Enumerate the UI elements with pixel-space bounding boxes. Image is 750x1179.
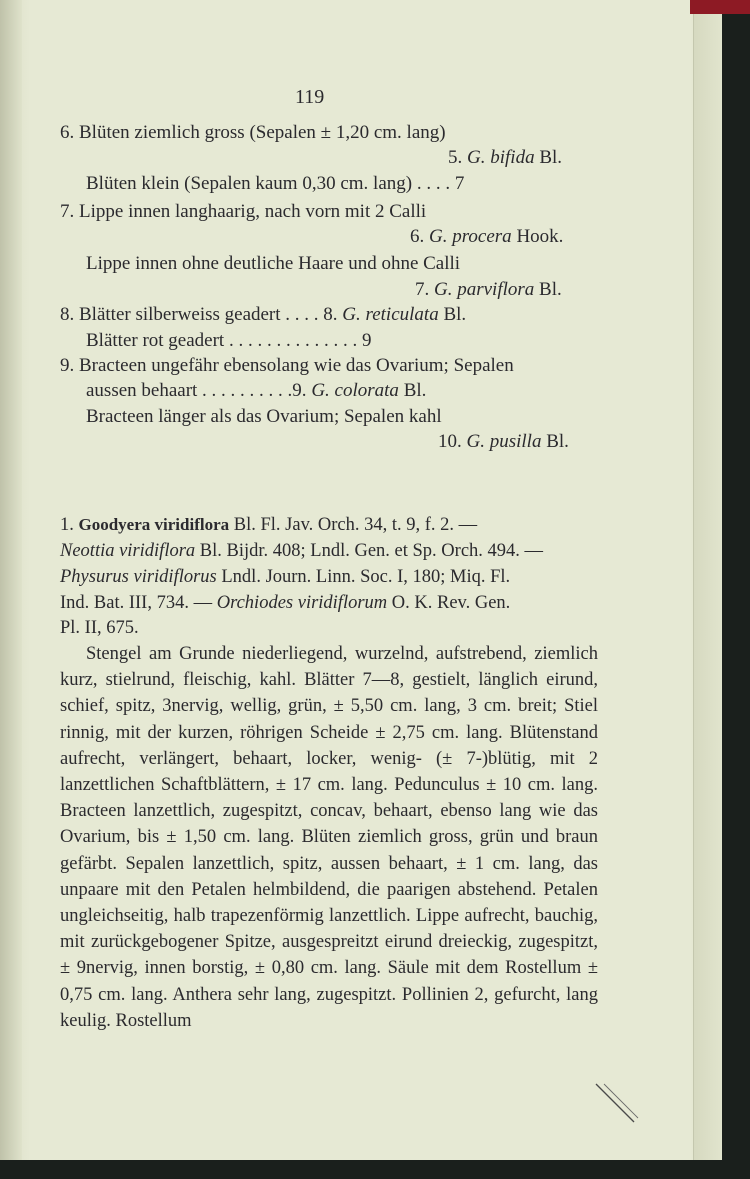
key-text: Lippe innen langhaarig, nach vorn mit 2 Calli xyxy=(79,201,427,222)
key-line-6b xyxy=(448,147,562,169)
synonym-line-1 xyxy=(60,540,543,562)
author-abbrev: Bl. xyxy=(403,380,427,401)
key-text: Blüten ziemlich gross (Sepalen ± 1,20 cm. lang) xyxy=(79,122,446,143)
synonym-citation: Lndl. Journ. Linn. Soc. I, 180; Miq. Fl. xyxy=(221,567,511,587)
synonym-citation: O. K. Rev. Gen. xyxy=(391,593,511,613)
author-abbrev: Bl. xyxy=(546,431,569,452)
synonym-name: Orchiodes viridiflorum xyxy=(216,593,388,613)
key-line-9c: Bracteen länger als das Ovarium; Sepalen kahl xyxy=(86,406,442,427)
key-line-6a xyxy=(60,122,446,144)
key-num: 8. xyxy=(60,304,75,325)
key-line-9b xyxy=(86,380,426,402)
pencil-mark xyxy=(594,1082,640,1126)
genus-abbrev: G. xyxy=(467,147,486,168)
genus-abbrev: G. xyxy=(434,279,453,300)
key-text: Bracteen ungefähr ebensolang wie das Ovarium; Sepalen xyxy=(79,355,514,376)
synonym-citation: Ind. Bat. III, 734. — xyxy=(60,593,213,613)
key-text: aussen behaart . . . . . . . . . .9. xyxy=(86,380,307,401)
author-abbrev: Bl. xyxy=(443,304,467,325)
key-result-num: 7. xyxy=(415,279,430,300)
synonym-citation: Bl. Bijdr. 408; Lndl. Gen. et Sp. Orch. 494. — xyxy=(199,541,544,561)
author-abbrev: Bl. xyxy=(539,147,563,168)
author-abbrev: Hook. xyxy=(516,226,564,247)
entry-number: 1. xyxy=(60,515,74,535)
species-name: pusilla xyxy=(489,431,542,452)
key-line-7d xyxy=(415,279,562,301)
entry-species-name: Goodyera viridiflora xyxy=(78,515,230,534)
key-num: 9. xyxy=(60,355,75,376)
key-result-num: 6. xyxy=(410,226,425,247)
genus-abbrev: G. xyxy=(342,304,361,325)
page-number: 119 xyxy=(295,86,325,108)
key-result-num: 10. xyxy=(438,431,462,452)
adjacent-page-edge xyxy=(693,0,722,1160)
entry-citation: Bl. Fl. Jav. Orch. 34, t. 9, f. 2. — xyxy=(233,515,478,535)
entry-heading xyxy=(60,514,477,536)
synonym-line-3 xyxy=(60,592,510,614)
key-text: Blätter silberweiss geadert . . . . 8. xyxy=(79,304,338,325)
key-line-8b: Blätter rot geadert . . . . . . . . . . . . . . 9 xyxy=(86,330,372,351)
key-line-7c: Lippe innen ohne deutliche Haare und ohne Calli xyxy=(86,253,461,274)
synonym-line-2 xyxy=(60,566,510,588)
author-abbrev: Bl. xyxy=(539,279,562,300)
species-name: procera xyxy=(452,226,512,247)
page-edge-red xyxy=(690,0,750,14)
key-line-9a xyxy=(60,355,514,377)
binding-shadow xyxy=(0,1160,750,1179)
genus-abbrev: G. xyxy=(429,226,448,247)
key-line-6c: Blüten klein (Sepalen kaum 0,30 cm. lang) . . . . 7 xyxy=(86,173,465,194)
key-num: 6. xyxy=(60,122,75,143)
key-line-7a xyxy=(60,201,426,223)
species-name: reticulata xyxy=(365,304,439,325)
species-name: parviflora xyxy=(457,279,535,300)
key-line-9d xyxy=(438,431,569,453)
synonym-name: Neottia viridiflora xyxy=(60,541,196,561)
key-line-7b xyxy=(410,226,563,248)
key-num: 7. xyxy=(60,201,75,222)
page-gutter xyxy=(0,0,22,1160)
genus-abbrev: G. xyxy=(311,380,330,401)
key-result-num: 5. xyxy=(448,147,463,168)
key-line-8a xyxy=(60,304,466,326)
genus-abbrev: G. xyxy=(466,431,485,452)
synonym-line-4: Pl. II, 675. xyxy=(60,618,139,638)
synonym-name: Physurus viridiflorus xyxy=(60,567,217,587)
species-name: bifida xyxy=(490,147,535,168)
species-name: colorata xyxy=(334,380,399,401)
species-description: Stengel am Grunde niederliegend, wurzelnd, aufstrebend, ziemlich kurz, stielrund, fleischig, kahl. Blätter 7—8, gestielt, länglich eirund, schief, spitz, 3nervig, wellig, grün, ± 5,50 cm. lang, 3 cm. breit; Stiel rinnig, mit der kurzen, röhrigen Scheide ± 2,75 cm. lang. Blütenstand aufrecht, verlängert, behaart, locker, wenig- (± 7-)blütig, mit 2 lanzettlichen Schaftblättern, ± 17 cm. lang. Pedunculus ± 10 cm. lang. Bracteen lanzettlich, zugespitzt, concav, behaart, ebenso lang wie das Ovarium, bis ± 1,50 cm. lang. Blüten ziemlich gross, grün und braun gefärbt. Sepalen lanzettlich, spitz, aussen behaart, ± 1 cm. lang, das unpaare mit den Petalen helmbildend, die paarigen abstehend. Petalen ungleichseitig, halb trapezenförmig lanzettlich. Lippe aufrecht, bauchig, mit zurückgebogener Spitze, ausgespreitzt eirund dreieckig, zugespitzt, ± 9nervig, innen borstig, ± 0,80 cm. lang. Säule mit dem Rostellum ± 0,75 cm. lang. Anthera sehr lang, zugespitzt. Pollinien 2, gefurcht, lang keulig. Rostellum xyxy=(60,644,598,1031)
